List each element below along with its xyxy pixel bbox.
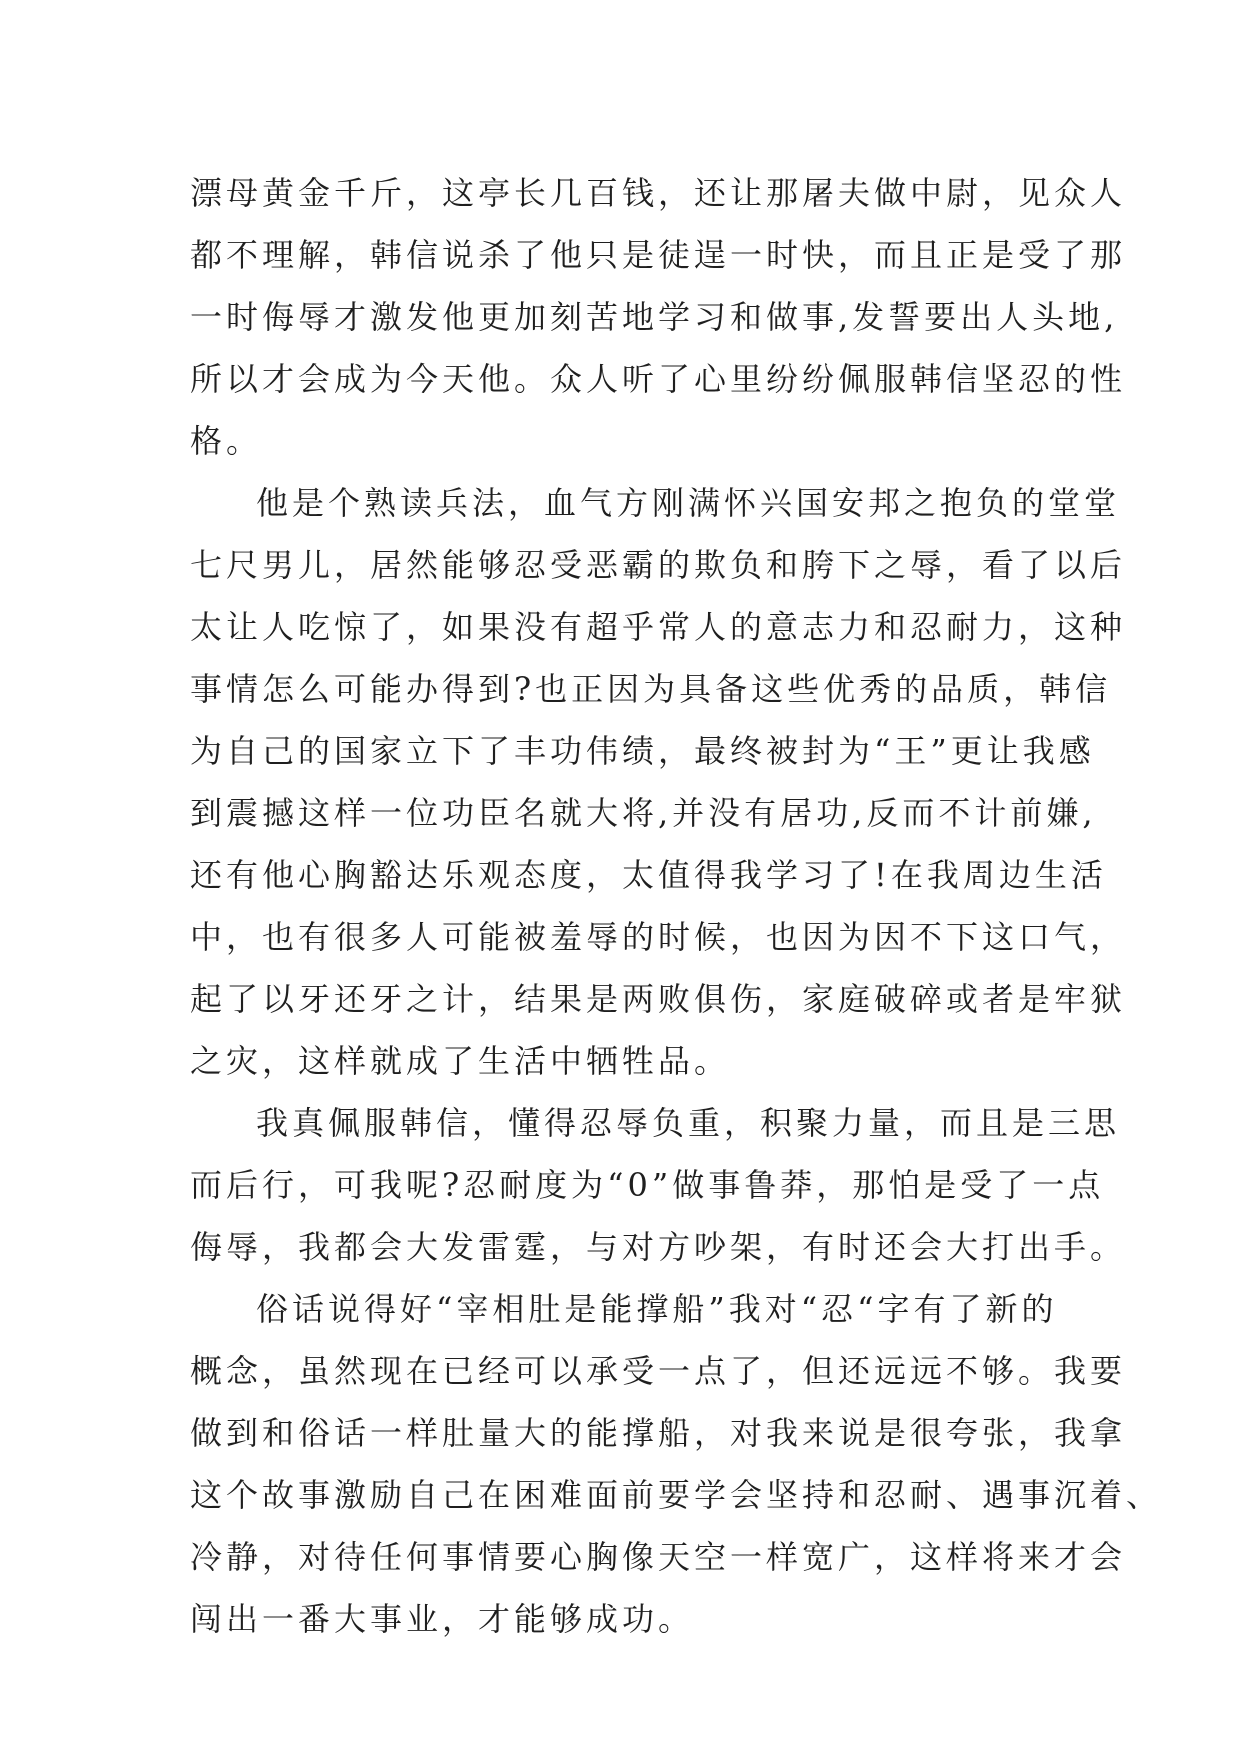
paragraph-3 bbox=[190, 1092, 1127, 1278]
paragraph-4 bbox=[190, 1278, 1163, 1650]
text-line: 而后行，可我呢?忍耐度为“0”做事鲁莽，那怕是受了一点 bbox=[190, 1166, 1105, 1204]
text-line: 之灾，这样就成了生活中牺牲品。 bbox=[190, 1042, 731, 1080]
text-line: 做到和俗话一样肚量大的能撑船，对我来说是很夸张，我拿 bbox=[190, 1414, 1127, 1452]
text-line: 这个故事激励自己在困难面前要学会坚持和忍耐、遇事沉着、 bbox=[190, 1476, 1163, 1514]
text-line: 七尺男儿，居然能够忍受恶霸的欺负和胯下之辱，看了以后 bbox=[190, 546, 1127, 584]
text-line: 到震撼这样一位功臣名就大将,并没有居功,反而不计前嫌, bbox=[190, 794, 1097, 832]
text-line: 漂母黄金千斤，这亭长几百钱，还让那屠夫做中尉，见众人 bbox=[190, 174, 1127, 212]
text-line: 为自己的国家立下了丰功伟绩，最终被封为“王”更让我感 bbox=[190, 732, 1095, 770]
text-line: 冷静，对待任何事情要心胸像天空一样宽广，这样将来才会 bbox=[190, 1538, 1127, 1576]
text-line: 我真佩服韩信，懂得忍辱负重，积聚力量，而且是三思 bbox=[256, 1104, 1121, 1142]
text-line: 他是个熟读兵法，血气方刚满怀兴国安邦之抱负的堂堂 bbox=[256, 484, 1121, 522]
text-line: 事情怎么可能办得到?也正因为具备这些优秀的品质，韩信 bbox=[190, 670, 1112, 708]
text-line: 中，也有很多人可能被羞辱的时候，也因为因不下这口气， bbox=[190, 918, 1127, 956]
text-line: 所以才会成为今天他。众人听了心里纷纷佩服韩信坚忍的性 bbox=[190, 360, 1127, 398]
text-line: 太让人吃惊了，如果没有超乎常人的意志力和忍耐力，这种 bbox=[190, 608, 1127, 646]
text-line: 一时侮辱才激发他更加刻苦地学习和做事,发誓要出人头地, bbox=[190, 298, 1119, 336]
text-line: 俗话说得好“宰相肚是能撑船”我对“忍“字有了新的 bbox=[256, 1290, 1058, 1328]
text-line: 格。 bbox=[190, 422, 263, 460]
text-line: 侮辱，我都会大发雷霆，与对方吵架，有时还会大打出手。 bbox=[190, 1228, 1127, 1266]
paragraph-1 bbox=[190, 162, 1127, 472]
text-line: 都不理解，韩信说杀了他只是徒逞一时快，而且正是受了那 bbox=[190, 236, 1127, 274]
essay-body bbox=[190, 162, 1163, 1650]
text-line: 还有他心胸豁达乐观态度，太值得我学习了!在我周边生活 bbox=[190, 856, 1107, 894]
text-line: 闯出一番大事业，才能够成功。 bbox=[190, 1600, 695, 1638]
text-line: 概念，虽然现在已经可以承受一点了，但还远远不够。我要 bbox=[190, 1352, 1127, 1390]
paragraph-2 bbox=[190, 472, 1127, 1092]
text-line: 起了以牙还牙之计，结果是两败俱伤，家庭破碎或者是牢狱 bbox=[190, 980, 1127, 1018]
